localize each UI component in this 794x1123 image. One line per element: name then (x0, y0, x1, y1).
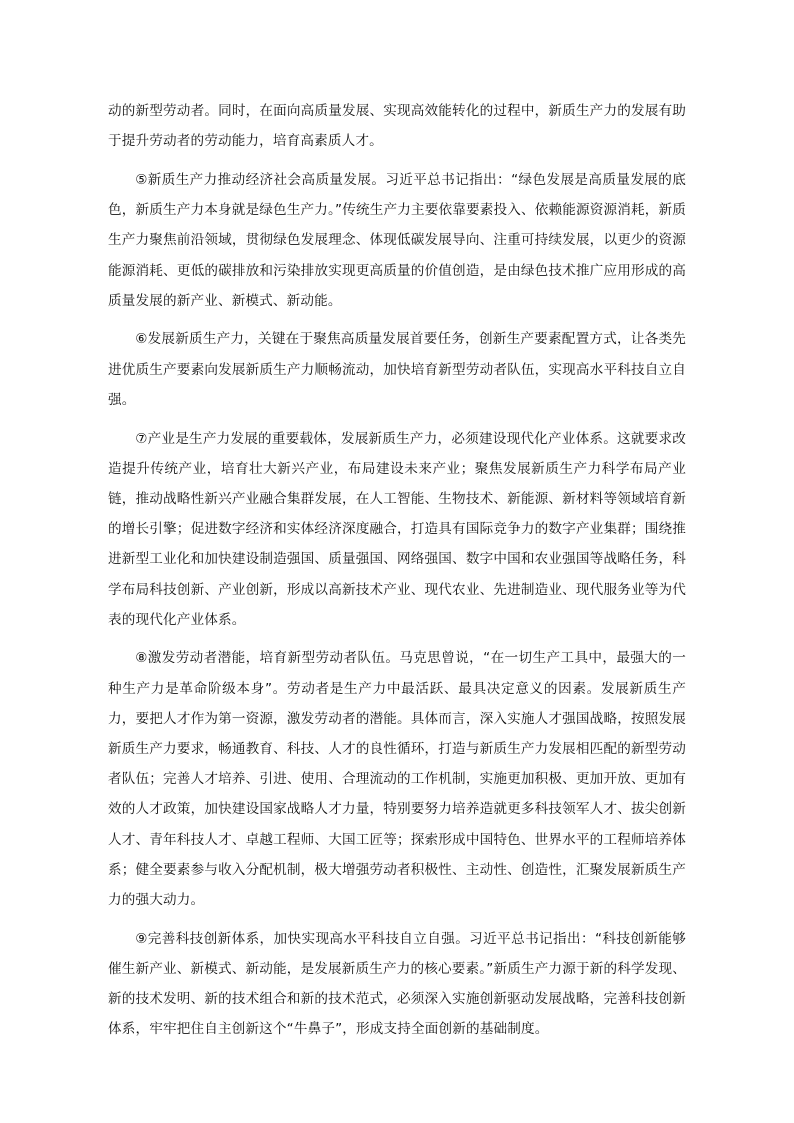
paragraph-8: ⑧激发劳动者潜能，培育新型劳动者队伍。马克思曾说，“在一切生产工具中，最强大的一种生产力是革命阶级本身”。劳动者是生产力中最活跃、最具决定意义的因素。发展新质生产力，要把人才作为第一资源，激发劳动者的潜能。具体而言，深入实施人才强国战略，按照发展新质生产力要求，畅通教育、科技、人才的良性循环，打造与新质生产力发展相匹配的新型劳动者队伍；完善人才培养、引进、使用、合理流动的工作机制，实施更加积极、更加开放、更加有效的人才政策，加快建设国家战略人才力量，特别要努力培养造就更多科技领军人才、拔尖创新人才、青年科技人才、卓越工程师、大国工匠等；探索形成中国特色、世界水平的工程师培养体系；健全要素参与收入分配机制，极大增强劳动者积极性、主动性、创造性，汇聚发展新质生产力的强大动力。 (108, 650, 686, 909)
paragraph-5: ⑤新质生产力推动经济社会高质量发展。习近平总书记指出：“绿色发展是高质量发展的底色，新质生产力本身就是绿色生产力。”传统生产力主要依靠要素投入、依赖能源资源消耗，新质生产力聚焦前沿领域，贯彻绿色发展理念、体现低碳发展导向、注重可持续发展，以更少的资源能源消耗、更低的碳排放和污染排放实现更高质量的价值创造，是由绿色技术推广应用形成的高质量发展的新产业、新模式、新动能。 (108, 171, 686, 309)
paragraph-9: ⑨完善科技创新体系，加快实现高水平科技自立自强。习近平总书记指出：“科技创新能够催生新产业、新模式、新动能，是发展新质生产力的核心要素。”新质生产力源于新的科学发现、新的技术发明、新的技术组合和新的技术范式，必须深入实施创新驱动发展战略，完善科技创新体系，牢牢把住自主创新这个“牛鼻子”，形成支持全面创新的基础制度。 (108, 930, 686, 1038)
paragraph-continuation: 动的新型劳动者。同时，在面向高质量发展、实现高效能转化的过程中，新质生产力的发展有助于提升劳动者的劳动能力，培育高素质人才。 (108, 103, 686, 150)
document-body (108, 96, 686, 1045)
paragraph-6: ⑥发展新质生产力，关键在于聚焦高质量发展首要任务，创新生产要素配置方式，让各类先进优质生产要素向发展新质生产力顺畅流动，加快培育新型劳动者队伍，实现高水平科技自立自强。 (108, 331, 686, 408)
paragraph-7: ⑦产业是生产力发展的重要载体，发展新质生产力，必须建设现代化产业体系。这就要求改造提升传统产业，培育壮大新兴产业，布局建设未来产业；聚焦发展新质生产力科学布局产业链，推动战略性新兴产业融合集群发展，在人工智能、生物技术、新能源、新材料等领域培育新的增长引擎；促进数字经济和实体经济深度融合，打造具有国际竞争力的数字产业集群；围绕推进新型工业化和加快建设制造强国、质量强国、网络强国、数字中国和农业强国等战略任务，科学布局科技创新、产业创新，形成以高新技术产业、现代农业、先进制造业、现代服务业等为代表的现代化产业体系。 (108, 430, 686, 628)
